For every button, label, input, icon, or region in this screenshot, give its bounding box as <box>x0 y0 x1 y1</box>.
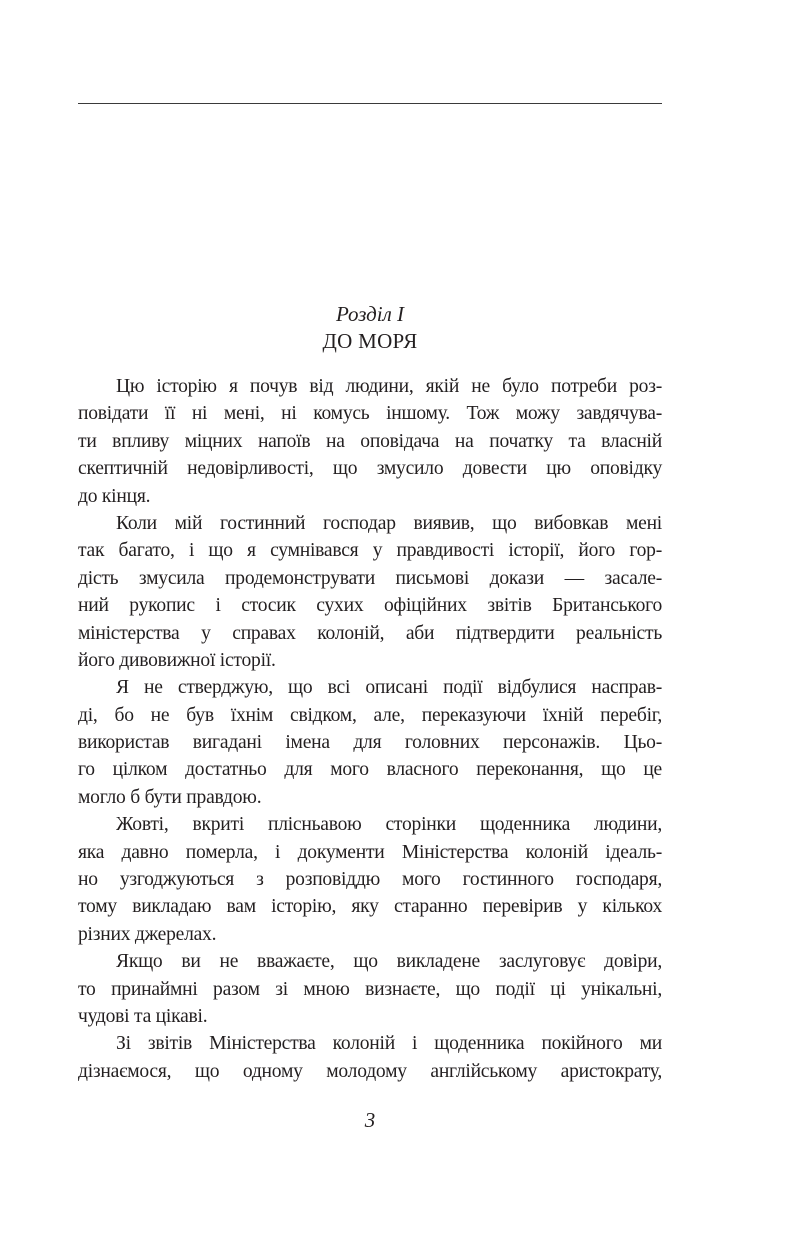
paragraph <box>78 373 662 510</box>
chapter-title: ДО МОРЯ <box>322 329 418 353</box>
text-line: то принаймні разом зі мною визнаєте, що події ці унікальні, <box>78 978 662 1000</box>
text-line: го цілком достатньо для мого власного переконання, що це <box>78 759 662 781</box>
text-line: яка давно померла, і документи Міністерства колоній ідеаль- <box>78 841 662 863</box>
text-line: тому викладаю вам історію, яку старанно перевірив у кількох <box>78 896 662 918</box>
text-line: ді, бо не був їхнім свідком, але, переказуючи їхній перебіг, <box>78 704 662 726</box>
paragraph <box>78 674 662 811</box>
paragraph <box>78 1030 662 1085</box>
text-line: Я не стверджую, що всі описані події відбулися насправ- <box>116 677 662 699</box>
page-number: 3 <box>364 1108 376 1132</box>
text-line: но узгоджуються з розповіддю мого гостинного господаря, <box>78 869 662 891</box>
text-line: могло б бути правдою. <box>78 786 262 808</box>
text-line: Якщо ви не вважаєте, що викладене заслуговує довіри, <box>116 951 662 973</box>
text-line: Жовті, вкриті плісньавою сторінки щоденника людини, <box>116 814 662 836</box>
text-line: Цю історію я почув від людини, якій не було потреби роз- <box>116 376 662 397</box>
text-line: до кінця. <box>78 485 151 507</box>
header-rule <box>78 103 662 104</box>
paragraph <box>78 811 662 948</box>
text-line: ний рукопис і стосик сухих офіційних звітів Британського <box>78 595 662 617</box>
body-text <box>78 373 662 1085</box>
text-line: чудові та цікаві. <box>78 1005 208 1027</box>
text-line: Коли мій гостинний господар виявив, що вибовкав мені <box>116 512 662 534</box>
text-line: Зі звітів Міністерства колоній і щоденника покійного ми <box>116 1033 662 1055</box>
text-line: міністерства у справах колоній, аби підтвердити реальність <box>78 622 662 644</box>
chapter-number: Розділ I <box>335 302 405 326</box>
text-line: ти впливу міцних напоїв на оповідача на початку та власній <box>78 430 662 452</box>
text-line: дість змусила продемонструвати письмові докази — засале- <box>78 567 662 589</box>
text-line: його дивовижної історії. <box>78 649 276 671</box>
text-line: скептичній недовірливості, що змусило довести цю оповідку <box>78 458 662 480</box>
paragraph <box>78 948 662 1030</box>
text-line: дізнаємося, що одному молодому англійському аристократу, <box>78 1060 662 1082</box>
text-line: використав вигадані імена для головних персонажів. Цьо- <box>78 732 662 754</box>
text-line: так багато, і що я сумнівався у правдивості історії, його гор- <box>78 540 662 562</box>
text-line: різних джерелах. <box>78 923 217 945</box>
text-line: повідати її ні мені, ні комусь іншому. Тож можу завдячува- <box>78 403 662 425</box>
paragraph <box>78 510 662 674</box>
